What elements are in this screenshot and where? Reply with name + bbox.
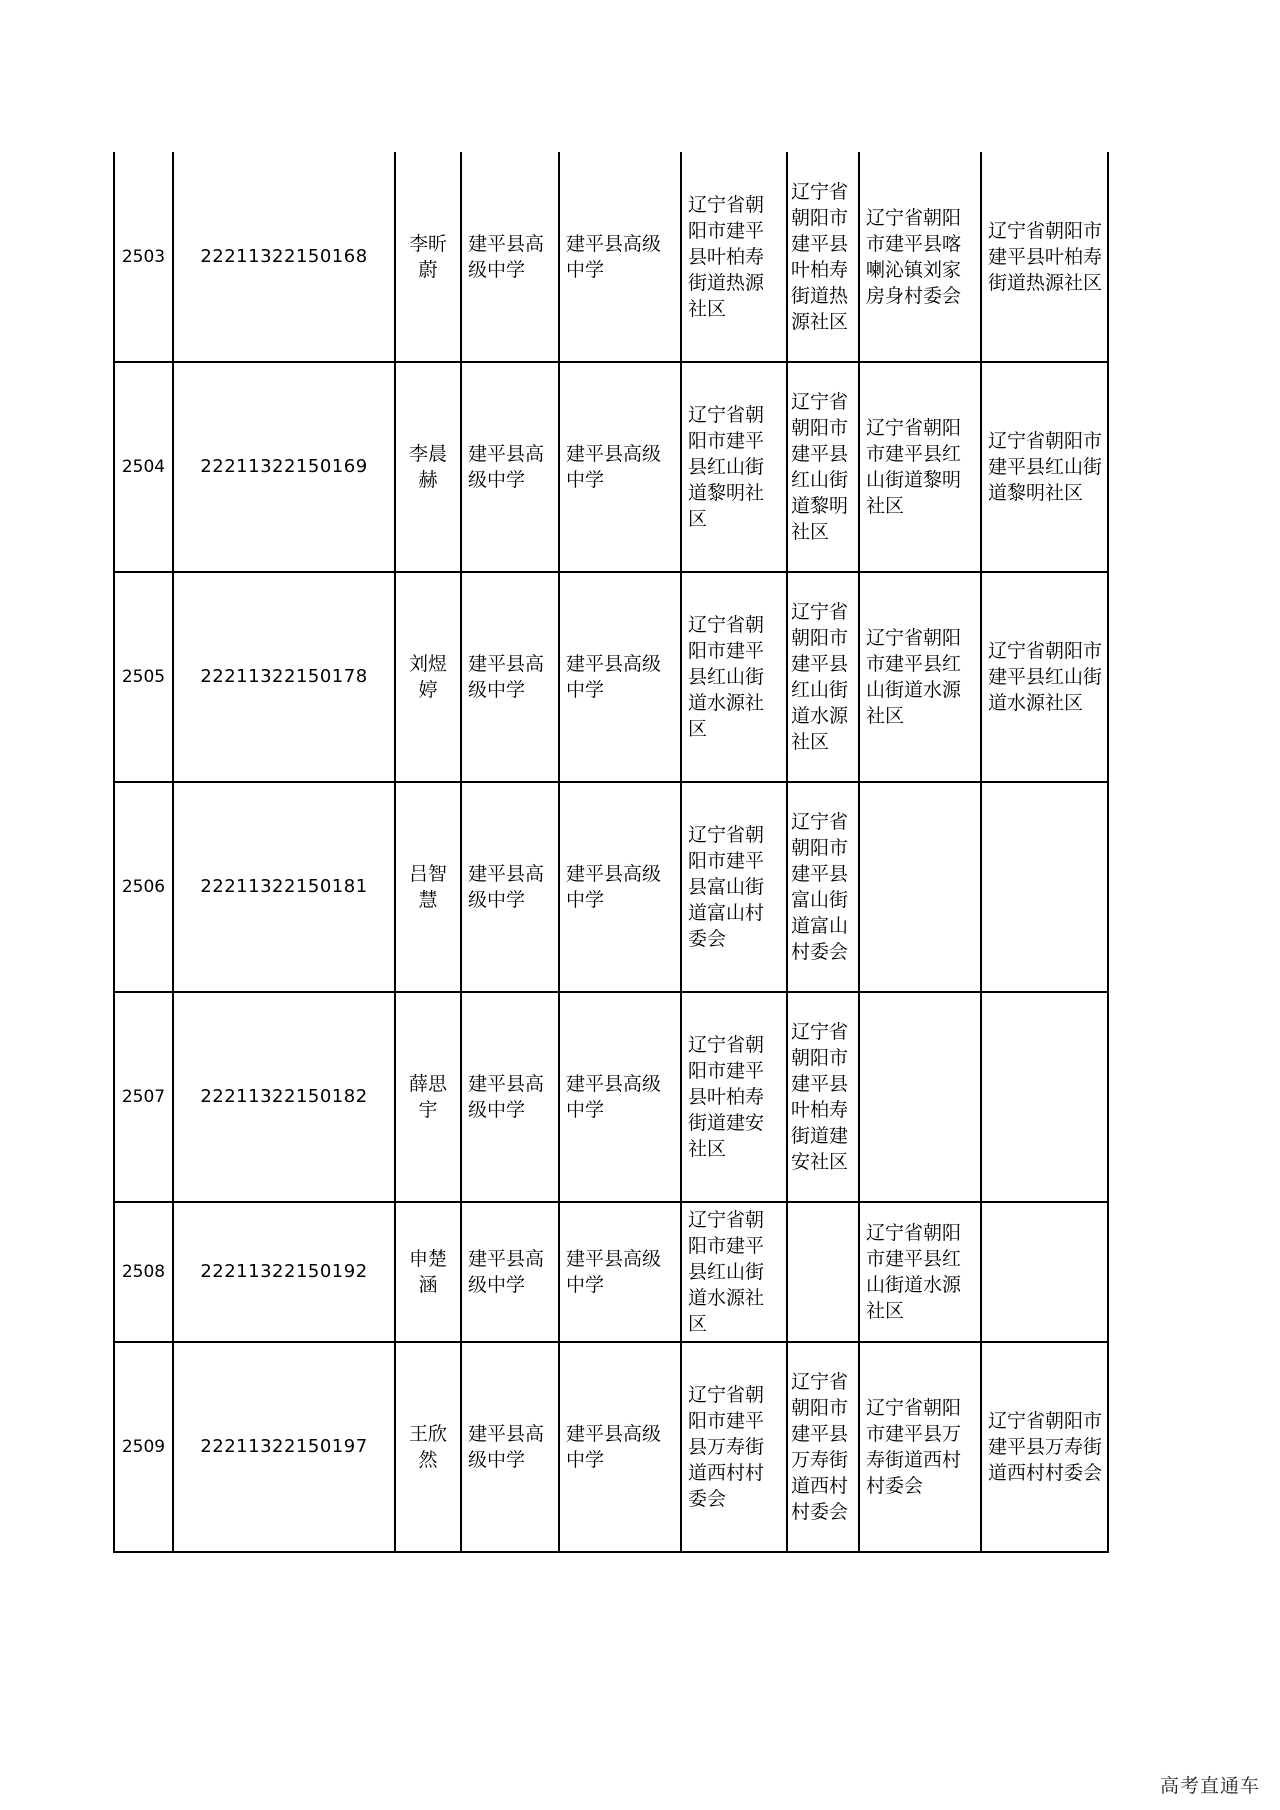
student-name: 吕智慧 [408,863,447,911]
student-name: 李昕蔚 [408,232,447,281]
address-text: 辽宁省朝阳市建平县叶柏寿街道建安社区 [688,1034,765,1160]
address-cell [981,572,1108,782]
seq-cell: 2503 [114,152,173,362]
table-row [114,572,1108,782]
exam-id-cell: 22211322150182 [173,992,395,1202]
school-name: 建平县高级中学 [468,863,545,911]
address-cell [681,782,787,992]
address-text: 辽宁省朝阳市建平县红山街道黎明社区 [988,430,1103,504]
school-cell [559,992,681,1202]
school-cell [461,782,559,992]
exam-id-cell: 22211322150197 [173,1342,395,1552]
student-name: 李晨赫 [408,443,447,491]
address-text: 辽宁省朝阳市建平县万寿街道西村村委会 [866,1397,962,1497]
name-cell [395,572,461,782]
exam-id-cell: 22211322150178 [173,572,395,782]
address-text: 辽宁省朝阳市建平县红山街道水源社区 [988,640,1103,714]
school-cell [461,572,559,782]
address-text: 辽宁省朝阳市建平县万寿街道西村村委会 [791,1371,849,1523]
student-name: 薛思宇 [408,1073,447,1121]
school-cell [559,1202,681,1342]
seq-cell: 2505 [114,572,173,782]
name-cell [395,1342,461,1552]
address-cell [787,362,859,572]
address-cell [787,782,859,992]
name-cell [395,782,461,992]
address-cell [859,572,981,782]
student-name: 王欣然 [408,1423,447,1471]
exam-id-cell: 22211322150168 [173,152,395,362]
exam-id-cell: 22211322150181 [173,782,395,992]
address-cell [681,152,787,362]
school-name: 建平县高级中学 [566,443,662,491]
address-cell [787,572,859,782]
name-cell [395,362,461,572]
school-name: 建平县高级中学 [566,1423,662,1471]
seq-cell: 2508 [114,1202,173,1342]
address-text: 辽宁省朝阳市建平县红山街道水源社区 [688,614,765,740]
school-cell [559,362,681,572]
student-name: 刘煜婷 [408,653,447,701]
address-text: 辽宁省朝阳市建平县富山街道富山村委会 [688,824,765,950]
name-cell [395,992,461,1202]
address-cell [981,1202,1108,1342]
name-cell [395,152,461,362]
address-text: 辽宁省朝阳市建平县叶柏寿街道热源社区 [988,219,1103,294]
address-cell [681,1202,787,1342]
school-name: 建平县高级中学 [468,1423,545,1471]
table-row [114,782,1108,992]
seq-cell: 2506 [114,782,173,992]
table-body [114,152,1108,1552]
address-text: 辽宁省朝阳市建平县红山街道黎明社区 [866,417,962,517]
address-cell [981,1342,1108,1552]
table-row [114,152,1108,362]
address-cell [859,992,981,1202]
address-cell [981,152,1108,362]
table-row [114,1202,1108,1342]
seq-cell: 2504 [114,362,173,572]
student-name: 申楚涵 [408,1248,447,1296]
table-row [114,1342,1108,1552]
address-cell [981,362,1108,572]
school-name: 建平县高级中学 [566,863,662,911]
school-name: 建平县高级中学 [468,443,545,491]
address-cell [681,992,787,1202]
school-cell [461,362,559,572]
school-name: 建平县高级中学 [468,1073,545,1121]
school-cell [559,152,681,362]
address-text: 辽宁省朝阳市建平县红山街道水源社区 [688,1209,765,1335]
address-text: 辽宁省朝阳市建平县红山街道水源社区 [866,1222,962,1322]
address-cell [787,1202,859,1342]
student-table [113,152,1109,1553]
address-cell [859,1202,981,1342]
school-name: 建平县高级中学 [468,232,545,281]
school-name: 建平县高级中学 [566,1248,662,1296]
table-row [114,362,1108,572]
seq-cell: 2509 [114,1342,173,1552]
school-name: 建平县高级中学 [566,232,662,281]
address-cell [859,782,981,992]
address-cell [787,1342,859,1552]
address-text: 辽宁省朝阳市建平县红山街道水源社区 [866,627,962,727]
address-text: 辽宁省朝阳市建平县红山街道黎明社区 [688,404,765,530]
school-cell [461,1342,559,1552]
address-text: 辽宁省朝阳市建平县富山街道富山村委会 [791,811,849,963]
school-name: 建平县高级中学 [566,653,662,701]
address-text: 辽宁省朝阳市建平县叶柏寿街道建安社区 [791,1021,849,1173]
school-name: 建平县高级中学 [468,653,545,701]
name-cell [395,1202,461,1342]
seq-cell: 2507 [114,992,173,1202]
school-cell [461,152,559,362]
school-cell [559,782,681,992]
address-cell [981,782,1108,992]
address-text: 辽宁省朝阳市建平县喀喇沁镇刘家房身村委会 [866,206,962,307]
address-text: 辽宁省朝阳市建平县红山街道水源社区 [791,601,849,753]
address-text: 辽宁省朝阳市建平县叶柏寿街道热源社区 [688,193,765,320]
address-text: 辽宁省朝阳市建平县万寿街道西村村委会 [688,1384,765,1510]
school-cell [461,992,559,1202]
address-cell [859,152,981,362]
address-cell [859,1342,981,1552]
school-name: 建平县高级中学 [468,1248,545,1296]
address-cell [681,362,787,572]
school-name: 建平县高级中学 [566,1073,662,1121]
address-cell [681,1342,787,1552]
watermark-text: 高考直通车 [1159,1775,1260,1797]
address-cell [787,152,859,362]
address-cell [859,362,981,572]
school-cell [559,1342,681,1552]
address-text: 辽宁省朝阳市建平县叶柏寿街道热源社区 [791,180,849,333]
address-cell [681,572,787,782]
address-cell [787,992,859,1202]
address-text: 辽宁省朝阳市建平县万寿街道西村村委会 [988,1410,1103,1484]
table-row [114,992,1108,1202]
exam-id-cell: 22211322150192 [173,1202,395,1342]
address-cell [981,992,1108,1202]
school-cell [559,572,681,782]
address-text: 辽宁省朝阳市建平县红山街道黎明社区 [791,391,849,543]
school-cell [461,1202,559,1342]
exam-id-cell: 22211322150169 [173,362,395,572]
